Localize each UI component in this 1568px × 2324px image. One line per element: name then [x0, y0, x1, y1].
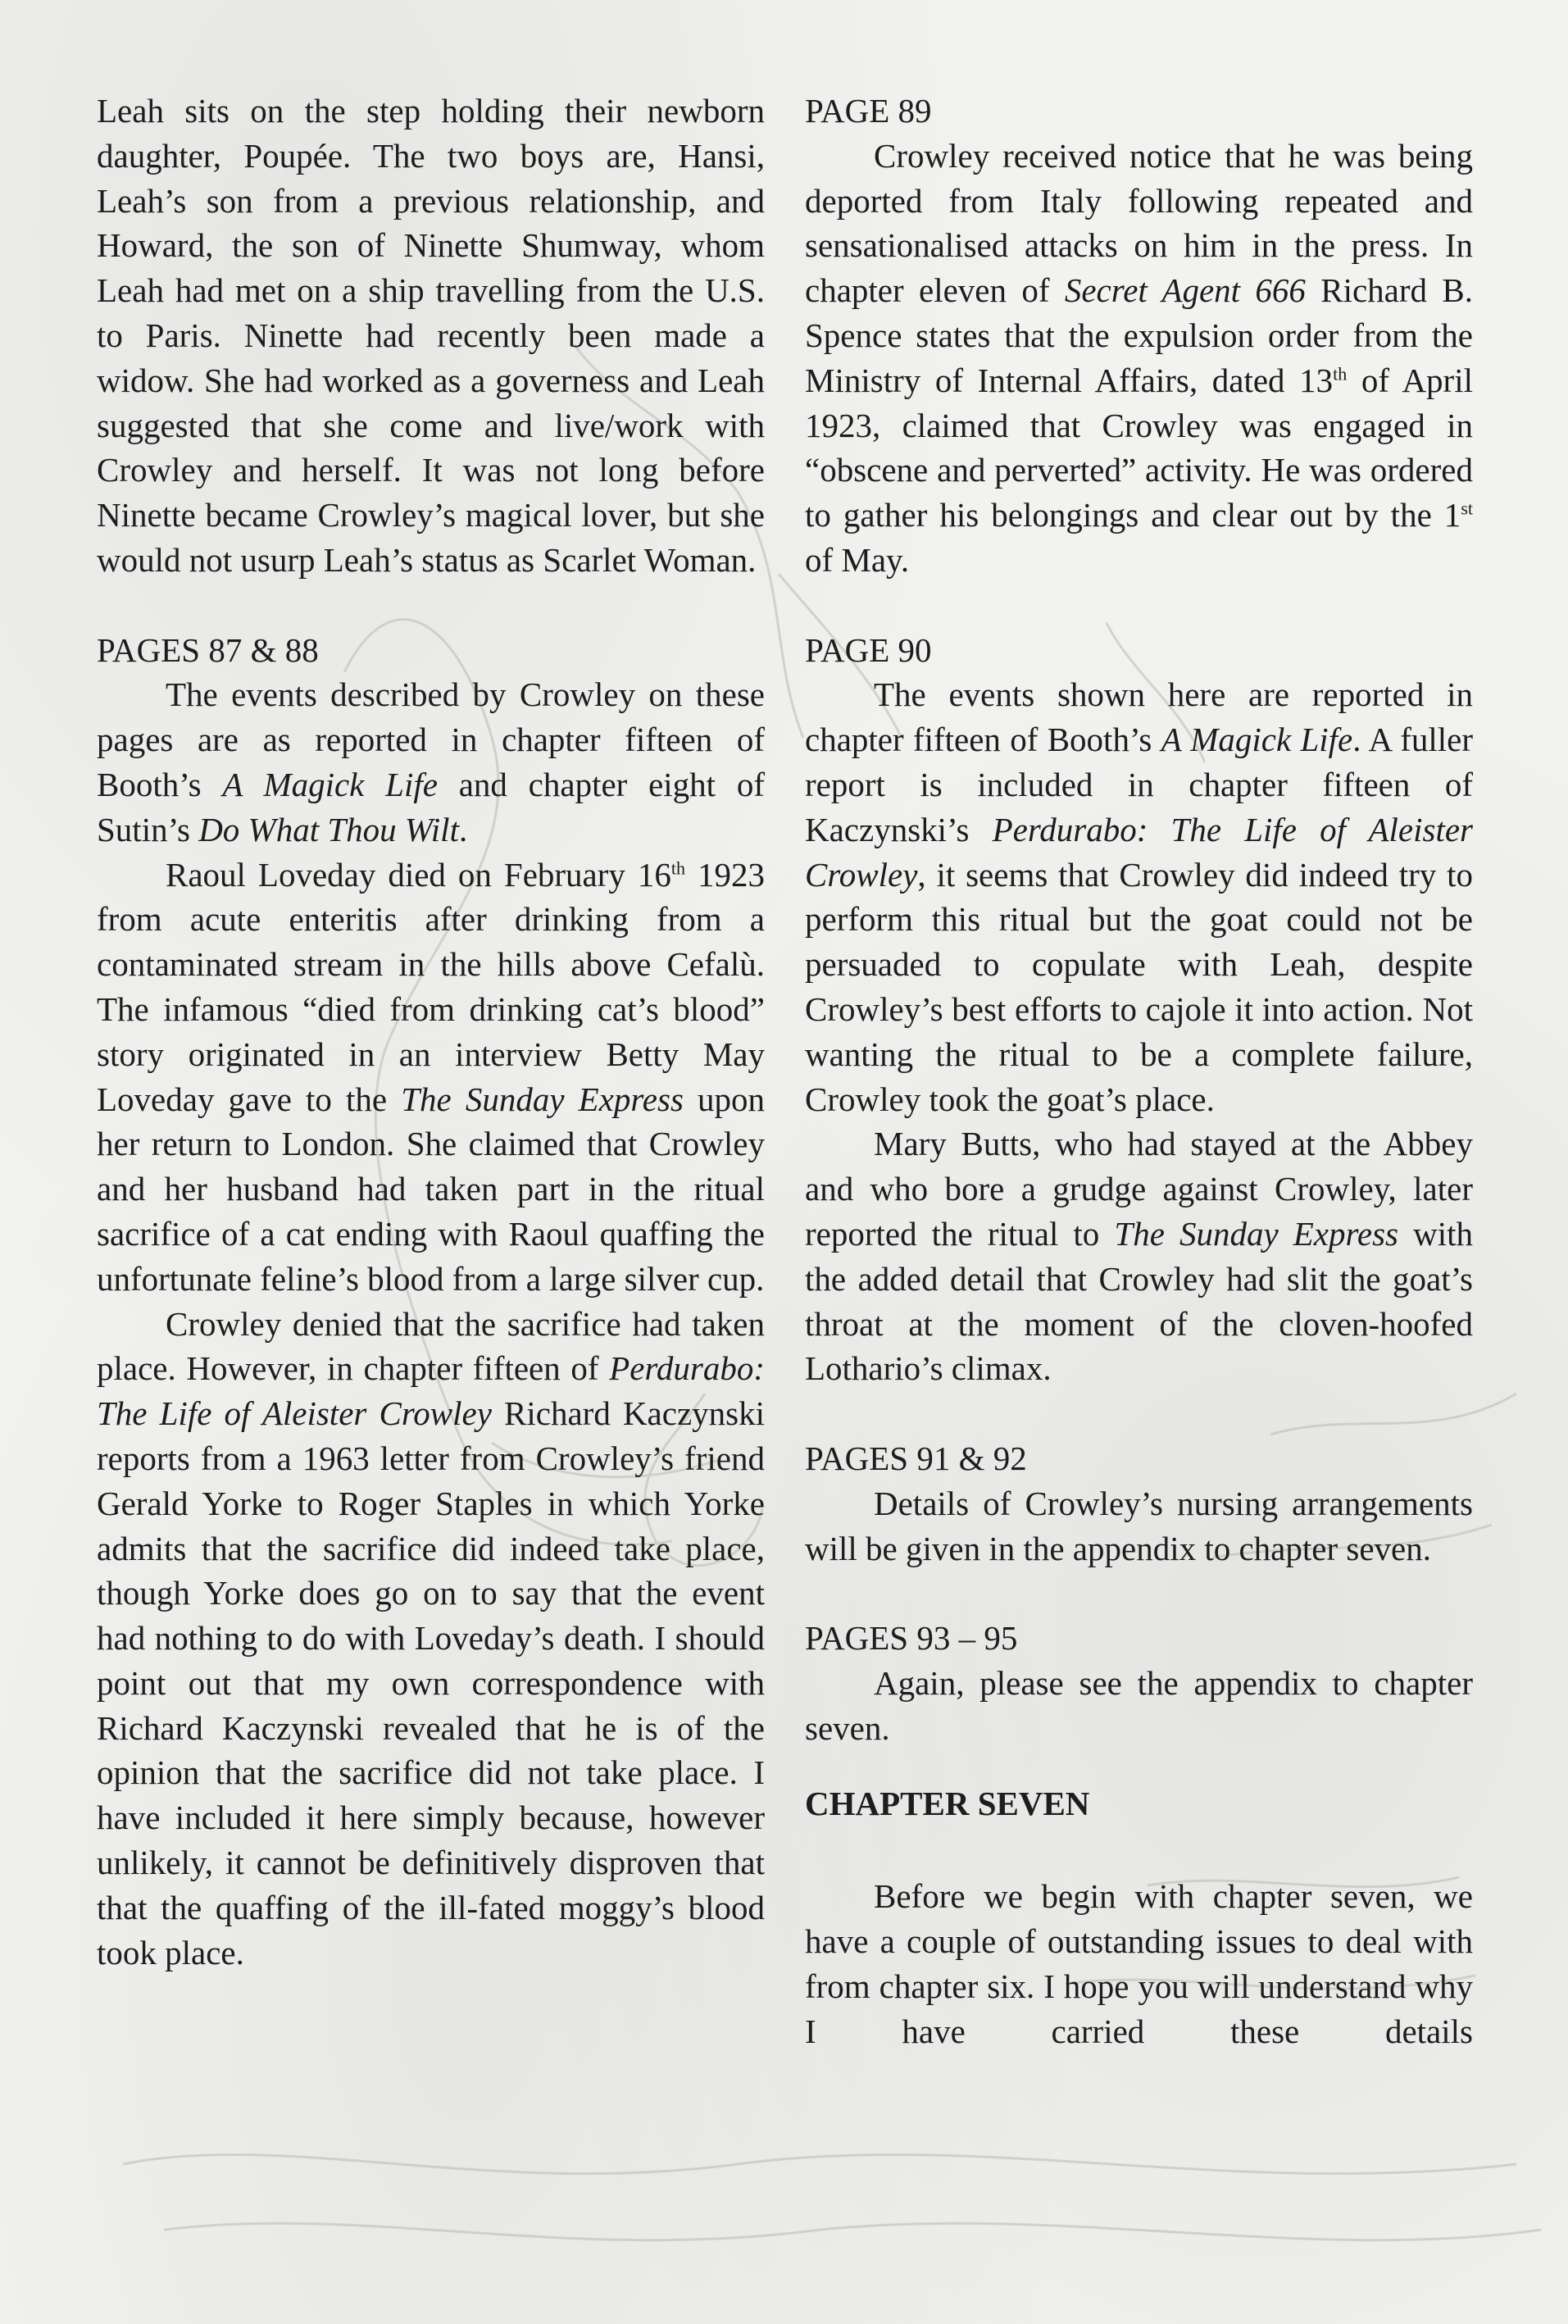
- heading-pages-91-92: PAGES 91 & 92: [805, 1439, 1027, 1477]
- spacer: [97, 583, 765, 628]
- paragraph-87-88-sources: The events described by Crowley on these pages are as reported in chapter fifteen of Booth’s A Magick Life and chapter eight of Sutin’s Do What Thou Wilt.: [97, 675, 765, 848]
- spacer: [805, 1571, 1473, 1616]
- paragraph-pages-93-95: Again, please see the appendix to chapter seven.: [805, 1663, 1473, 1747]
- heading-page-89: PAGE 89: [805, 92, 932, 130]
- chapter-seven-heading: CHAPTER SEVEN: [805, 1785, 1090, 1823]
- intro-paragraph: Leah sits on the step holding their newborn daughter, Poupée. The two boys are, Hansi, Leah’s son from a previous relationship, and Howard, the son of Ninette Shumway, whom Leah had met on a ship travelling from the U.S. to Paris. Ninette had recently been made a widow. She had worked as a governess and Leah suggested that she come and live/work with Crowley and herself. It was not long before Ninette became Crowley’s magical lover, but she would not usurp Leah’s status as Scarlet Woman.: [97, 92, 765, 579]
- paragraph-page-89: Crowley received notice that he was being deported from Italy following repeated and sensationalised attacks on him in the press. In chapter eleven of Secret Agent 666 Richard B. Spence states that the expulsion order from the Ministry of Internal Affairs, dated 13th of April 1923, claimed that Crowley was engaged in “obscene and perverted” activity. He was ordered to gather his belongings and clear out by the 1st of May.: [805, 136, 1473, 579]
- spacer: [805, 583, 1473, 628]
- paragraph-chapter-seven-intro: Before we begin with chapter seven, we have a couple of outstanding issues to deal with from chapter six. I hope you will understand why I have carried these details: [805, 1877, 1473, 2050]
- paragraph-pages-91-92: Details of Crowley’s nursing arrangements will be given in the appendix to chapter seven.: [805, 1484, 1473, 1567]
- paragraph-page-90-mary-butts: Mary Butts, who had stayed at the Abbey and who bore a grudge against Crowley, later reported the ritual to The Sunday Express with the added detail that Crowley had slit the goat’s throat at the moment of the cloven-hoofed Lothario’s climax.: [805, 1125, 1473, 1388]
- paragraph-raoul-loveday: Raoul Loveday died on February 16th 1923 from acute enteritis after drinking from a contaminated stream in the hills above Cefalù. The infamous “died from drinking cat’s blood” story originated in an interview Betty May Loveday gave to the The Sunday Express upon her return to London. She claimed that Crowley and her husband had taken part in the ritual sacrifice of a cat ending with Raoul quaffing the unfortunate feline’s blood from a large silver cup.: [97, 855, 766, 1298]
- spacer: [805, 1750, 1473, 1781]
- right-column: [805, 89, 1473, 2053]
- heading-pages-93-95: PAGES 93 – 95: [805, 1619, 1018, 1658]
- heading-pages-87-88: PAGES 87 & 88: [97, 630, 319, 669]
- paragraph-page-90-ritual: The events shown here are reported in chapter fifteen of Booth’s A Magick Life. A fuller report is included in chapter fifteen of Kaczynski’s Perdurabo: The Life of Aleister Crowley, it seems that Crowley did indeed try to perform this ritual but the goat could not be persuaded to copulate with Leah, despite Crowley’s best efforts to cajole it into action. Not wanting the ritual to be a complete failure, Crowley took the goat’s place.: [805, 675, 1474, 1118]
- heading-page-90: PAGE 90: [805, 630, 932, 669]
- left-column: [97, 89, 765, 1975]
- spacer: [805, 1391, 1473, 1436]
- spacer: [805, 1826, 1473, 1874]
- paragraph-sacrifice-denial: Crowley denied that the sacrifice had taken place. However, in chapter fifteen of Perdurabo: The Life of Aleister Crowley Richard Kaczynski reports from a 1963 letter from Crowley’s friend Gerald Yorke to Roger Staples in which Yorke admits that the sacrifice did indeed take place, though Yorke does go on to say that the event had nothing to do with Loveday’s death. I should point out that my own correspondence with Richard Kaczynski revealed that he is of the opinion that the sacrifice did not take place. I have included it here simply because, however unlikely, it cannot be definitively disproven that that the quaffing of the ill-fated moggy’s blood took place.: [97, 1304, 766, 1972]
